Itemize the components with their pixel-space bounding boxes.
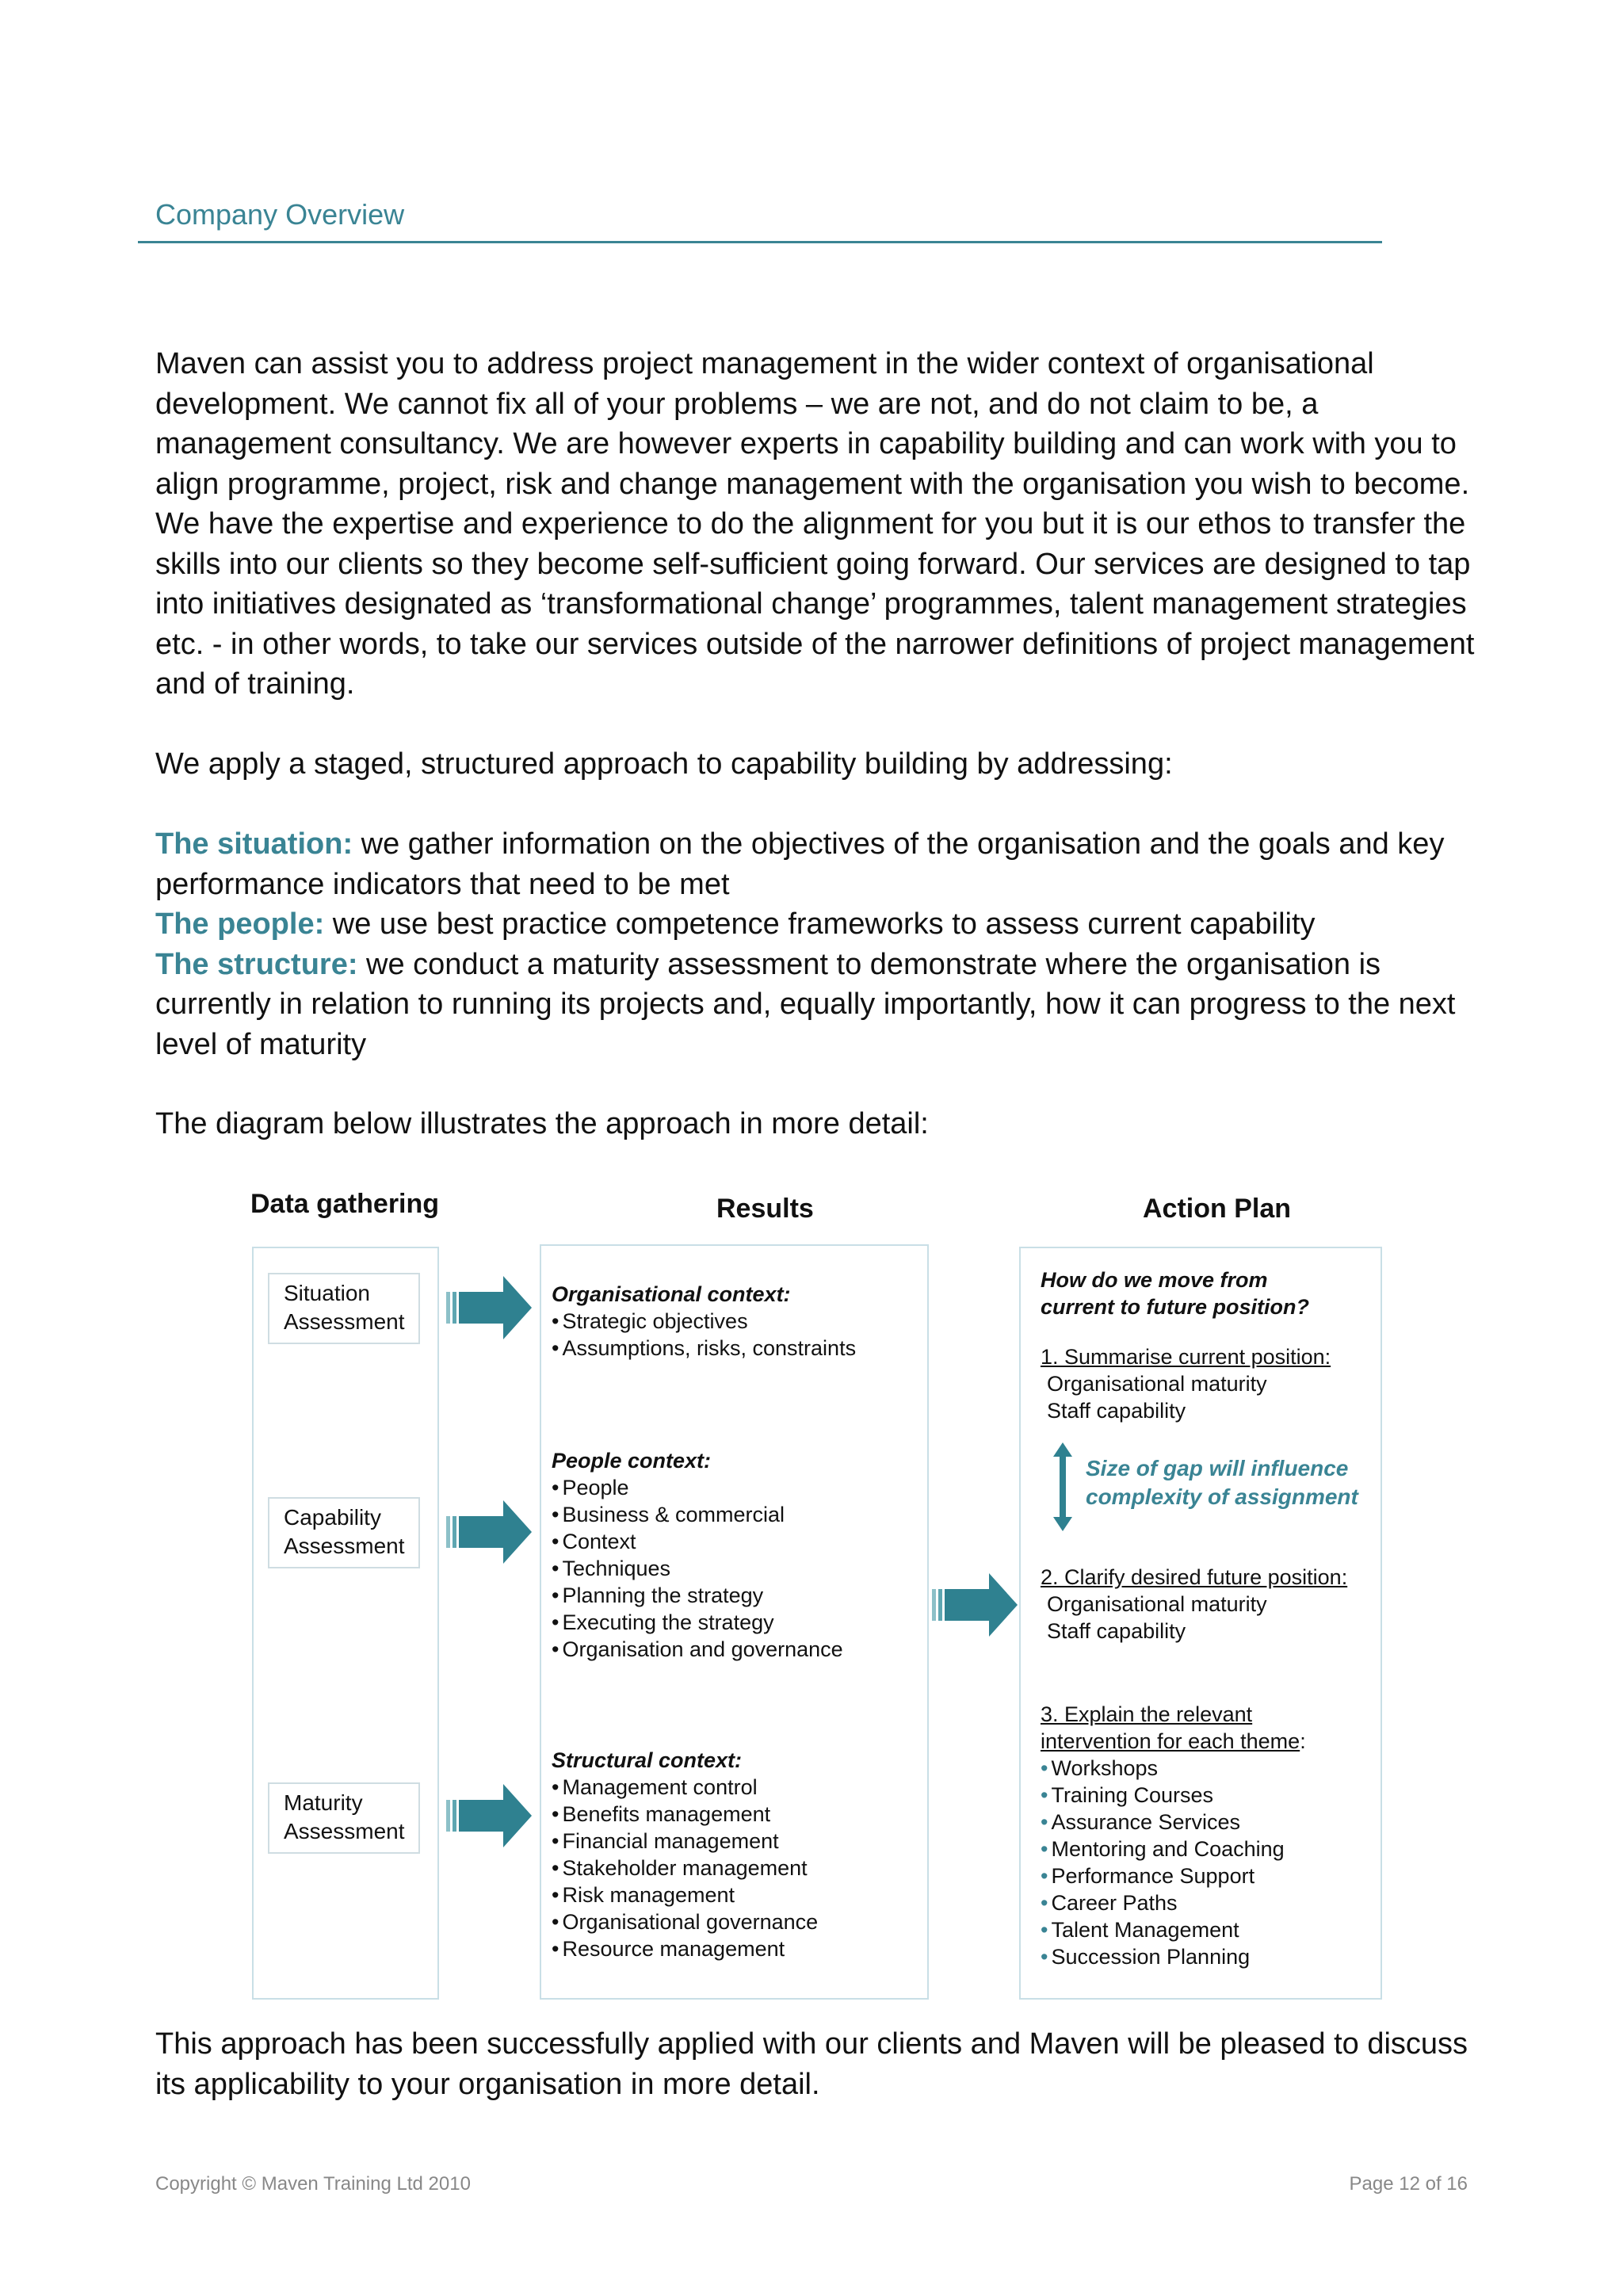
assessment-label: Assessment — [284, 1309, 405, 1334]
heading-data-gathering: Data gathering — [250, 1189, 440, 1219]
list-item: • Training Courses — [1041, 1782, 1306, 1809]
list-item: • Performance Support — [1041, 1862, 1306, 1889]
list-item: • Benefits management — [552, 1801, 818, 1828]
stage-label: The structure: — [155, 947, 358, 981]
stage-people — [155, 904, 1487, 945]
step-title-suffix: : — [1300, 1729, 1306, 1753]
right-arrow-icon — [446, 1499, 535, 1565]
list-item: • Management control — [552, 1774, 818, 1801]
list-item: • Succession Planning — [1041, 1943, 1306, 1970]
approach-intro: We apply a staged, structured approach to capability building by addressing: — [155, 747, 1173, 781]
heading-action-plan: Action Plan — [1143, 1194, 1292, 1224]
list-item: • Strategic objectives — [552, 1308, 856, 1335]
list-item: • Techniques — [552, 1555, 843, 1582]
action-step-2 — [1041, 1564, 1347, 1645]
context-list — [552, 1474, 843, 1663]
context-list — [552, 1308, 856, 1362]
assessment-label: Situation — [284, 1281, 370, 1305]
step-line: Staff capability — [1047, 1399, 1186, 1423]
closing-paragraph: This approach has been successfully applied with our clients and Maven will be pleased to discuss its applicability to your organisation in more detail. — [155, 2027, 1468, 2101]
step-title: 1. Summarise current position: — [1041, 1345, 1331, 1369]
right-arrow-icon — [446, 1274, 535, 1341]
stage-situation — [155, 824, 1487, 904]
list-item: • Stakeholder management — [552, 1855, 818, 1881]
list-item: • People — [552, 1474, 843, 1501]
action-step-1 — [1041, 1343, 1331, 1424]
list-item: • Assurance Services — [1041, 1809, 1306, 1836]
data-gathering-panel — [252, 1247, 439, 2000]
context-list — [552, 1774, 818, 1962]
interventions-list — [1041, 1755, 1306, 1970]
organisational-context — [552, 1281, 856, 1362]
list-item: • Organisation and governance — [552, 1636, 843, 1663]
gap-note — [1086, 1454, 1358, 1511]
stage-label: The people: — [155, 907, 325, 941]
right-arrow-icon — [932, 1572, 1021, 1638]
list-item: • Context — [552, 1528, 843, 1555]
step-title: 2. Clarify desired future position: — [1041, 1565, 1348, 1589]
list-item: • Risk management — [552, 1881, 818, 1908]
list-item: • Resource management — [552, 1935, 818, 1962]
list-item: • Talent Management — [1041, 1916, 1306, 1943]
list-item: • Career Paths — [1041, 1889, 1306, 1916]
capability-assessment-box — [268, 1497, 420, 1568]
list-item: • Assumptions, risks, constraints — [552, 1335, 856, 1362]
diagram-intro: The diagram below illustrates the approach in more detail: — [155, 1107, 929, 1140]
stage-label: The situation: — [155, 827, 353, 861]
list-item: • Planning the strategy — [552, 1582, 843, 1609]
footer-copyright: Copyright © Maven Training Ltd 2010 — [155, 2173, 471, 2195]
people-context — [552, 1447, 843, 1663]
context-title: Organisational context: — [552, 1282, 791, 1306]
right-arrow-icon — [446, 1782, 535, 1849]
question-line: current to future position? — [1041, 1295, 1309, 1319]
step-title-line — [1041, 1701, 1306, 1728]
double-arrow-icon — [1053, 1442, 1072, 1531]
stages-list — [155, 824, 1487, 1064]
list-item: • Business & commercial — [552, 1501, 843, 1528]
assessment-label: Maturity — [284, 1790, 363, 1815]
section-title: Company Overview — [155, 198, 405, 231]
step-line: Organisational maturity — [1047, 1592, 1267, 1616]
step-line: Organisational maturity — [1047, 1372, 1267, 1396]
step-title: 3. Explain the relevant — [1041, 1702, 1253, 1726]
stage-text: we use best practice competence frameworks to assess current capability — [324, 907, 1316, 941]
list-item: • Financial management — [552, 1828, 818, 1855]
assessment-label: Capability — [284, 1505, 381, 1530]
intro-paragraph: Maven can assist you to address project management in the wider context of organisational development. We cannot fix all of your problems – we are not, and do not claim to be, a management consultancy. We are however experts in capability building and can work with you to align programme, project, risk and change management with the organisation you wish to become. We have the expertise and experience to do the alignment for you but it is our ethos to transfer the skills into our clients so they become self-sufficient going forward. Our services are designed to tap into initiatives designated as ‘transformational change’ programmes, talent management strategies etc. - in other words, to take our services outside of the narrower definitions of project management and of training. — [155, 347, 1475, 701]
footer-page-number: Page 12 of 16 — [1349, 2173, 1468, 2195]
stage-text: we conduct a maturity assessment to demonstrate where the organisation is currently in relation to running its projects and, equally importantly, how it can progress to the next level of maturity — [155, 947, 1456, 1061]
list-item: • Organisational governance — [552, 1908, 818, 1935]
action-step-3 — [1041, 1701, 1306, 1970]
context-title: People context: — [552, 1449, 712, 1473]
stage-text: we gather information on the objectives of the organisation and the goals and key performance indicators that need to be met — [155, 827, 1445, 901]
step-title-line — [1041, 1728, 1306, 1755]
header-divider — [138, 241, 1382, 243]
step-title: intervention for each theme — [1041, 1729, 1300, 1753]
gap-line: Size of gap will influence — [1086, 1456, 1349, 1480]
maturity-assessment-box — [268, 1782, 420, 1854]
structural-context — [552, 1747, 818, 1962]
context-title: Structural context: — [552, 1748, 743, 1772]
situation-assessment-box — [268, 1273, 420, 1344]
step-line: Staff capability — [1047, 1619, 1186, 1643]
list-item: • Workshops — [1041, 1755, 1306, 1782]
heading-results: Results — [716, 1194, 814, 1224]
gap-line: complexity of assignment — [1086, 1484, 1358, 1509]
question-line: How do we move from — [1041, 1268, 1268, 1292]
action-plan-question — [1041, 1266, 1309, 1320]
assessment-label: Assessment — [284, 1534, 405, 1558]
list-item: • Executing the strategy — [552, 1609, 843, 1636]
stage-structure — [155, 945, 1487, 1065]
assessment-label: Assessment — [284, 1819, 405, 1843]
list-item: • Mentoring and Coaching — [1041, 1836, 1306, 1862]
